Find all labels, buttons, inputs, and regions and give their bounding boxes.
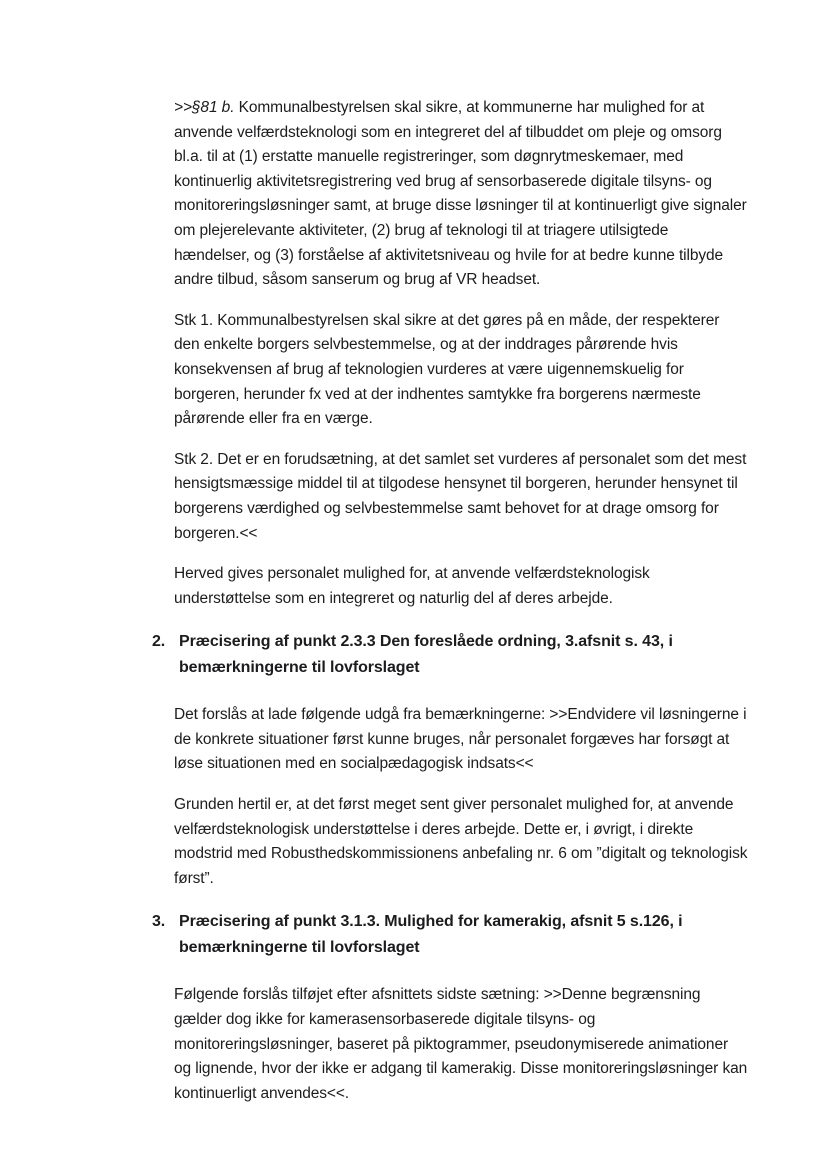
addition-paragraph [174,983,748,1106]
law-reference-italic: >>§81 b. [174,99,235,116]
text-run: Grunden hertil er, at det først meget sent giver personalet mulighed for, at anvende velfærdsteknologisk understøttelse i deres arbejde. Dette er, i øvrigt, i direkte modstrid med Robusthedskommissionens anbefaling nr. 6 om ”digitalt og teknologisk først”. [174,796,748,887]
text-run: Herved gives personalet mulighed for, at anvende velfærdsteknologisk understøttelse som en integreret og naturlig del af deres arbejde. [174,565,650,607]
text-run: Kommunalbestyrelsen skal sikre, at kommunerne har mulighed for at anvende velfærdsteknologi som en integreret del af tilbuddet om pleje og omsorg bl.a. til at (1) erstatte manuelle registreringer, som døgnrytmeskemaer, med kontinuerlig aktivitetsregistrering ved brug af sensorbaserede digitale tilsyns- og monitoreringsløsninger samt, at bruge disse løsninger til at kontinuerligt give signaler om plejerelevante aktiviteter, (2) brug af teknologi til at triagere utilsigtede hændelser, og (3) forståelse af aktivitetsniveau og hvile for at bedre kunne tilbyde andre tilbud, såsom sanserum og brug af VR headset. [174,99,747,289]
section-number: 3. [152,913,166,931]
proposal-paragraph [174,703,748,777]
quote-stk2-paragraph [174,448,748,546]
section-heading-text: Præcisering af punkt 2.3.3 Den foreslåede ordning, 3.afsnit s. 43, i bemærkningerne til lovforslaget [179,633,673,677]
text-run: Stk 2. Det er en forudsætning, at det samlet set vurderes af personalet som det mest hensigtsmæssige middel til at tilgodese hensynet til borgeren, herunder hensynet til borgerens værdighed og selvbestemmelse samt behovet for at drage omsorg for borgeren.<< [174,450,747,542]
text-run: Følgende forslås tilføjet efter afsnittets sidste sætning: >>Denne begrænsning gælder dog ikke for kamerasensorbaserede digitale tilsyns- og monitoreringsløsninger, baseret på piktogrammer, pseudonymiserede animationer og lignende, hvor der ikke er adgang til kamerakig. Disse monitoreringsløsninger kan kontinuerligt anvendes<<. [174,986,748,1102]
text-run: Det forslås at lade følgende udgå fra bemærkningerne: >>Endvidere vil løsningerne i de konkrete situationer først kunne bruges, når personalet forgæves har forsøgt at løse situationen med en socialpædagogisk indsats<< [174,706,747,773]
section-heading-3 [152,909,748,961]
reason-paragraph [174,793,748,891]
text-run: Stk 1. Kommunalbestyrelsen skal sikre at det gøres på en måde, der respekterer den enkelte borgers selvbestemmelse, og at der inddrages pårørende hvis konsekvensen af brug af teknologien vurderes at være uigennemskuelig for borgeren, herunder fx ved at der indhentes samtykke fra borgerens nærmeste pårørende eller fra en værge. [174,311,720,428]
section-heading-text: Præcisering af punkt 3.1.3. Mulighed for kamerakig, afsnit 5 s.126, i bemærkningerne til lovforslaget [179,913,683,957]
document-body [152,96,748,1106]
section-number: 2. [152,633,166,651]
section-heading-2 [152,629,748,681]
quote-stk1-paragraph [174,309,748,432]
comment-paragraph [174,562,748,611]
quote-law-paragraph [174,96,748,293]
